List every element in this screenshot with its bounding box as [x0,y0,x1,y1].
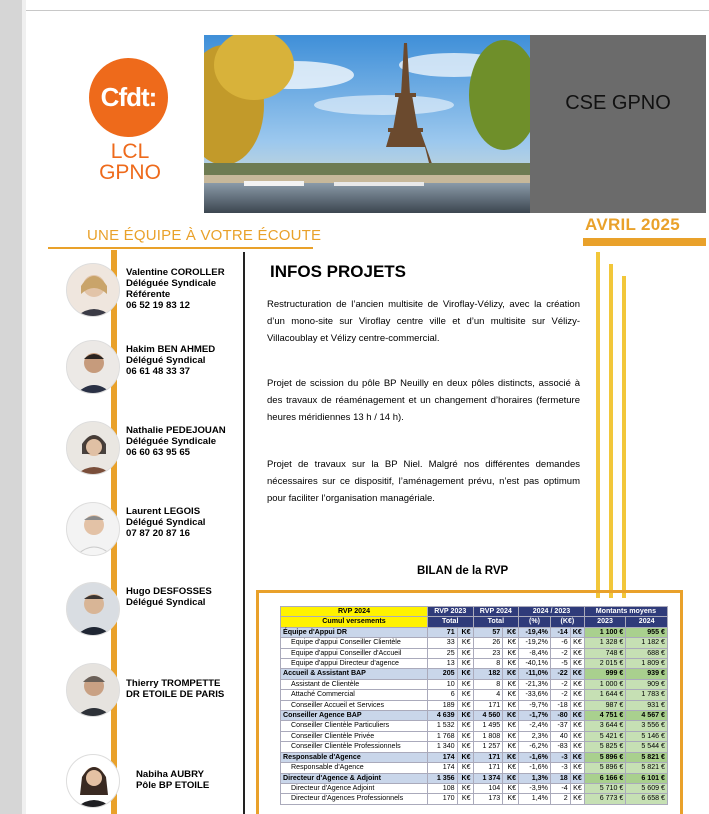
rvp-2024-value: 171 [473,752,503,762]
row-label: Attaché Commercial [281,690,428,700]
rvp-table-body [281,627,668,804]
month-rule [583,238,706,246]
person-name: Hakim BEN AHMED [126,344,216,355]
brand-line-2: GPNO [99,161,161,184]
average-2024: 5 821 € [626,763,668,773]
average-2023: 999 € [584,669,626,679]
average-2024: 4 567 € [626,711,668,721]
rvp-2024-value: 171 [473,763,503,773]
cse-header-box [530,35,706,213]
average-2024: 939 € [626,669,668,679]
page-top-rule [26,10,709,11]
variation-pct: -19,2% [519,638,551,648]
row-label: Conseiller Clientèle Professionnels [281,742,428,752]
header-cumul: Cumul versements [281,617,428,627]
table-row [281,648,668,658]
header-rvp-2024: RVP 2024 [281,607,428,617]
variation-pct: -21,3% [519,679,551,689]
unit-ke: K€ [570,627,584,637]
average-2023: 1 644 € [584,690,626,700]
project-paragraph-3: Projet de travaux sur la BP Niel. Malgré nos différentes demandes nécessaires sur ce dispositif, l’aménagement prévu, n’est pas optimum pour faciliter l’organisation managériale. [267,459,580,504]
average-2024: 1 809 € [626,659,668,669]
row-label: Conseiller Accueil et Services [281,700,428,710]
header-pct: (%) [519,617,551,627]
unit-ke: K€ [503,794,519,804]
person-phone: 07 87 20 87 16 [126,528,191,539]
variation-ke: -2 [550,690,570,700]
rvp-2023-value: 4 639 [427,711,457,721]
unit-ke: K€ [457,742,473,752]
header-total-2023: Total [427,617,473,627]
rvp-2023-value: 13 [427,659,457,669]
average-2023: 1 100 € [584,627,626,637]
unit-ke: K€ [503,700,519,710]
team-tagline: UNE ÉQUIPE À VOTRE ÉCOUTE [87,227,322,244]
average-2023: 5 421 € [584,731,626,741]
unit-ke: K€ [570,659,584,669]
unit-ke: K€ [503,763,519,773]
rvp-2023-value: 33 [427,638,457,648]
rvp-2024-value: 1 495 [473,721,503,731]
row-label: Directeur d'Agences Professionnels [281,794,428,804]
rvp-2023-value: 108 [427,783,457,793]
person-name: Hugo DESFOSSES [126,586,212,597]
unit-ke: K€ [457,700,473,710]
person-role: DR ETOILE DE PARIS [126,689,225,700]
average-2023: 987 € [584,700,626,710]
rvp-2024-value: 8 [473,679,503,689]
row-label: Conseiller Clientèle Particuliers [281,721,428,731]
unit-ke: K€ [503,752,519,762]
variation-pct: -8,4% [519,648,551,658]
rvp-2023-value: 25 [427,648,457,658]
rvp-2023-value: 6 [427,690,457,700]
unit-ke: K€ [503,711,519,721]
rvp-2023-value: 10 [427,679,457,689]
row-label: Accueil & Assistant BAP [281,669,428,679]
unit-ke: K€ [503,721,519,731]
rvp-2023-value: 189 [427,700,457,710]
person-phone: 06 60 63 95 65 [126,447,191,458]
variation-pct: -9,7% [519,700,551,710]
unit-ke: K€ [570,648,584,658]
variation-pct: -33,6% [519,690,551,700]
variation-ke: -2 [550,648,570,658]
unit-ke: K€ [570,773,584,783]
rvp-2024-value: 1 257 [473,742,503,752]
variation-ke: -83 [550,742,570,752]
unit-ke: K€ [503,669,519,679]
brand-line-1: LCL [110,140,150,163]
unit-ke: K€ [457,721,473,731]
rvp-2023-value: 1 340 [427,742,457,752]
row-label: Équipe d'Appui DR [281,627,428,637]
average-2023: 2 015 € [584,659,626,669]
variation-ke: -6 [550,638,570,648]
person-role: Délégué Syndical [126,355,206,366]
unit-ke: K€ [570,669,584,679]
average-2024: 688 € [626,648,668,658]
average-2024: 5 609 € [626,783,668,793]
average-2024: 6 101 € [626,773,668,783]
unit-ke: K€ [457,711,473,721]
row-label: Equipe d'appui Conseiller Clientèle [281,638,428,648]
unit-ke: K€ [570,721,584,731]
average-2024: 5 146 € [626,731,668,741]
avatar [66,502,120,556]
row-label: Conseiller Agence BAP [281,711,428,721]
table-row [281,638,668,648]
variation-pct: -1,6% [519,752,551,762]
person-info [126,344,306,377]
variation-ke: 2 [550,794,570,804]
variation-ke: -80 [550,711,570,721]
average-2024: 1 182 € [626,638,668,648]
average-2023: 4 751 € [584,711,626,721]
yellow-bar-1 [596,252,600,598]
average-2024: 5 821 € [626,752,668,762]
header-rvp-2023: RVP 2023 [427,607,473,617]
row-label: Responsable d'Agence [281,763,428,773]
table-row [281,752,668,762]
unit-ke: K€ [457,731,473,741]
header-total-2024: Total [473,617,519,627]
yellow-bar-2 [609,264,613,598]
row-label: Equipe d'appui Conseiller d'Accueil [281,648,428,658]
unit-ke: K€ [503,659,519,669]
cse-title: CSE GPNO [565,92,671,114]
unit-ke: K€ [457,783,473,793]
row-label: Conseiller Clientèle Privée [281,731,428,741]
row-label: Equipe d'appui Directeur d'agence [281,659,428,669]
person-phone: 06 61 48 33 37 [126,366,191,377]
unit-ke: K€ [503,783,519,793]
avatar [66,754,120,808]
person-role-extra: Référente [126,289,171,300]
average-2023: 5 896 € [584,752,626,762]
row-label: Directeur d'Agence & Adjoint [281,773,428,783]
rvp-2023-value: 1 768 [427,731,457,741]
unit-ke: K€ [457,638,473,648]
person-role: Délégué Syndical [126,597,206,608]
rvp-2024-value: 173 [473,794,503,804]
rvp-2024-value: 1 808 [473,731,503,741]
unit-ke: K€ [457,659,473,669]
rvp-2024-value: 171 [473,700,503,710]
person-name: Valentine COROLLER [126,267,225,278]
table-row [281,742,668,752]
variation-pct: -3,9% [519,783,551,793]
avatar [66,582,120,636]
average-2024: 1 783 € [626,690,668,700]
unit-ke: K€ [503,648,519,658]
eiffel-tower-photo [204,35,530,213]
average-2023: 5 896 € [584,763,626,773]
project-paragraph-2: Projet de scission du pôle BP Neuilly en deux pôles distincts, associé à des travaux de réaménagement et un changement d’horaires (fermeture heures méridiennes 13 h / 14 h). [267,378,580,423]
avatar [66,663,120,717]
header-variation: 2024 / 2023 [519,607,585,617]
unit-ke: K€ [570,731,584,741]
variation-ke: -5 [550,659,570,669]
table-row [281,700,668,710]
page-left-margin-inner [22,0,26,814]
person-info [126,506,306,539]
rvp-2023-value: 1 532 [427,721,457,731]
rvp-2024-value: 4 [473,690,503,700]
table-row [281,731,668,741]
person-role: Délégué Syndical [126,517,206,528]
person-name: Nathalie PEDEJOUAN [126,425,226,436]
unit-ke: K€ [570,679,584,689]
average-2023: 1 000 € [584,679,626,689]
table-header-row [281,607,668,617]
person-name: Laurent LEGOIS [126,506,201,517]
rvp-2024-value: 4 560 [473,711,503,721]
average-2024: 3 556 € [626,721,668,731]
person-role: Déléguée Syndicale [126,278,217,289]
unit-ke: K€ [503,742,519,752]
rvp-2023-value: 170 [427,794,457,804]
average-2024: 955 € [626,627,668,637]
variation-pct: -2,4% [519,721,551,731]
variation-ke: -37 [550,721,570,731]
unit-ke: K€ [457,627,473,637]
rvp-2023-value: 174 [427,763,457,773]
table-row [281,721,668,731]
average-2023: 748 € [584,648,626,658]
average-2024: 5 544 € [626,742,668,752]
variation-ke: -3 [550,752,570,762]
table-row [281,659,668,669]
unit-ke: K€ [503,731,519,741]
rvp-2023-value: 174 [427,752,457,762]
rvp-2024-value: 1 374 [473,773,503,783]
table-row [281,763,668,773]
rvp-2023-value: 71 [427,627,457,637]
person-role: Déléguée Syndicale [126,436,217,447]
unit-ke: K€ [570,794,584,804]
rvp-2024-value: 104 [473,783,503,793]
unit-ke: K€ [570,742,584,752]
unit-ke: K€ [457,648,473,658]
table-row [281,773,668,783]
average-2023: 5 710 € [584,783,626,793]
project-paragraph-1: Restructuration de l’ancien multisite de Viroflay-Vélizy, avec la création d’un mono-site sur Viroflay centre ville et d’un multisite sur Vélizy- Villacoublay et Vélizy centre-commercial. [267,299,580,344]
variation-ke: -3 [550,763,570,773]
unit-ke: K€ [570,690,584,700]
average-2023: 6 166 € [584,773,626,783]
person-role: Pôle BP ETOILE [136,780,210,791]
average-2023: 6 773 € [584,794,626,804]
variation-ke: -14 [550,627,570,637]
unit-ke: K€ [570,752,584,762]
header-year-2024: 2024 [626,617,668,627]
row-label: Directeur d'Agence Adjoint [281,783,428,793]
variation-pct: -1,7% [519,711,551,721]
table-subheader-row [281,617,668,627]
table-row [281,690,668,700]
row-label: Responsable d'Agence [281,752,428,762]
unit-ke: K€ [570,763,584,773]
variation-pct: 1,3% [519,773,551,783]
table-row [281,794,668,804]
rvp-2023-value: 1 356 [427,773,457,783]
unit-ke: K€ [503,773,519,783]
cfdt-logo [89,58,168,137]
variation-pct: -11,0% [519,669,551,679]
unit-ke: K€ [457,752,473,762]
infos-title: INFOS PROJETS [270,262,407,281]
table-row [281,711,668,721]
unit-ke: K€ [570,711,584,721]
average-2024: 931 € [626,700,668,710]
rvp-table [280,606,668,805]
variation-ke: -4 [550,783,570,793]
person-name: Thierry TROMPETTE [126,678,221,689]
unit-ke: K€ [503,679,519,689]
rvp-2024-value: 8 [473,659,503,669]
header-rvp-2024-total: RVP 2024 [473,607,519,617]
table-row [281,783,668,793]
variation-ke: -22 [550,669,570,679]
logo-text: Cfdt: [100,82,157,112]
avatar [66,421,120,475]
unit-ke: K€ [457,690,473,700]
header-year-2023: 2023 [584,617,626,627]
average-2023: 3 644 € [584,721,626,731]
variation-pct: -40,1% [519,659,551,669]
variation-pct: -1,6% [519,763,551,773]
table-row [281,627,668,637]
average-2023: 1 328 € [584,638,626,648]
person-info [126,425,306,458]
issue-month: AVRIL 2025 [585,215,680,234]
variation-pct: -6,2% [519,742,551,752]
unit-ke: K€ [503,690,519,700]
rvp-2024-value: 182 [473,669,503,679]
yellow-bar-3 [622,276,626,598]
person-phone: 06 52 19 83 12 [126,300,191,311]
rvp-2024-value: 57 [473,627,503,637]
unit-ke: K€ [457,669,473,679]
unit-ke: K€ [503,638,519,648]
variation-pct: 2,3% [519,731,551,741]
unit-ke: K€ [570,638,584,648]
unit-ke: K€ [457,763,473,773]
variation-pct: 1,4% [519,794,551,804]
header-montants-moyens: Montants moyens [584,607,667,617]
person-name: Nabiha AUBRY [136,769,205,780]
average-2024: 909 € [626,679,668,689]
table-row [281,679,668,689]
unit-ke: K€ [570,783,584,793]
variation-ke: 18 [550,773,570,783]
unit-ke: K€ [457,679,473,689]
header-ke: (K€) [550,617,584,627]
average-2024: 6 658 € [626,794,668,804]
avatar [66,263,120,317]
unit-ke: K€ [457,794,473,804]
variation-ke: -2 [550,679,570,689]
bilan-title: BILAN de la RVP [417,565,509,577]
unit-ke: K€ [570,700,584,710]
avatar [66,340,120,394]
unit-ke: K€ [503,627,519,637]
unit-ke: K€ [457,773,473,783]
tagline-rule [48,247,313,249]
rvp-2024-value: 23 [473,648,503,658]
rvp-2024-value: 26 [473,638,503,648]
variation-pct: -19,4% [519,627,551,637]
variation-ke: -18 [550,700,570,710]
variation-ke: 40 [550,731,570,741]
average-2023: 5 825 € [584,742,626,752]
row-label: Assistant de Clientèle [281,679,428,689]
rvp-2023-value: 205 [427,669,457,679]
table-row [281,669,668,679]
